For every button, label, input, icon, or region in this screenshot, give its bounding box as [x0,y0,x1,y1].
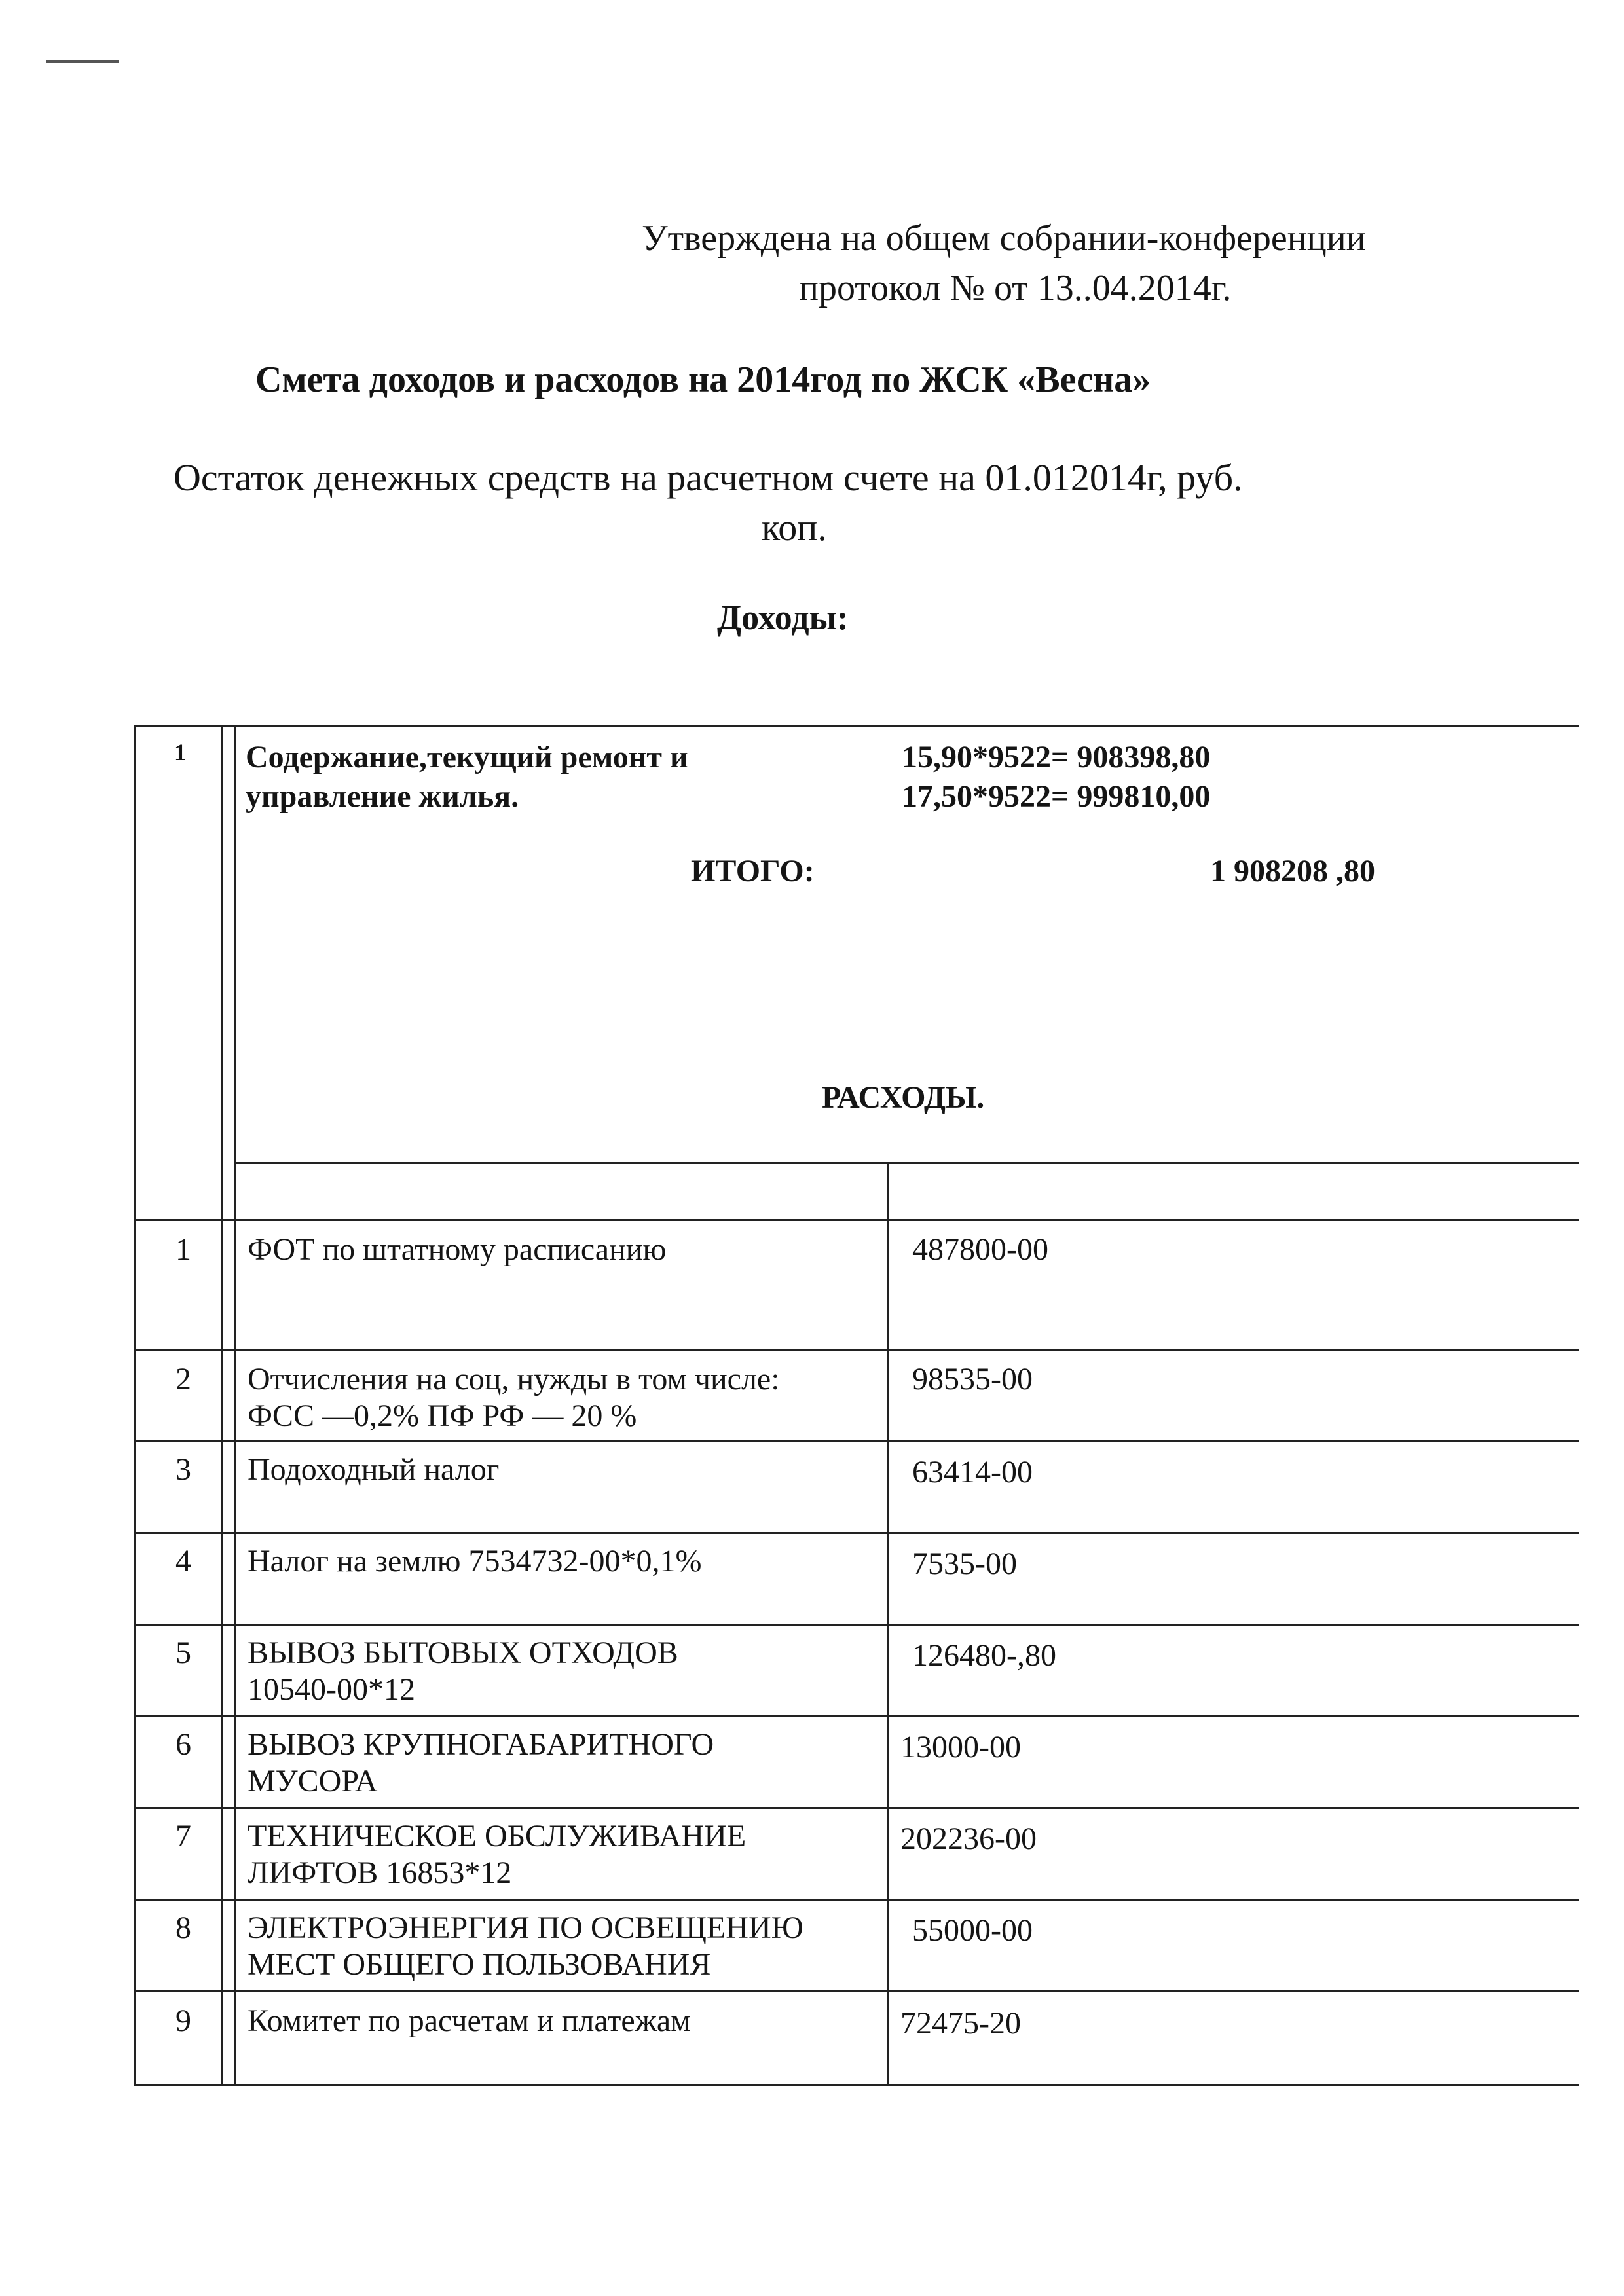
expense-row-number: 7 [175,1819,191,1853]
table-row-line [134,1990,1579,1992]
expense-row-item: Комитет по расчетам и платежам [248,2003,691,2038]
income-row-number: 1 [174,739,186,765]
table-row-line [234,1162,1579,1164]
expense-row-number: 9 [175,2003,191,2038]
expenses-heading: РАСХОДЫ. [822,1080,985,1115]
income-total-label: ИТОГО: [691,854,815,888]
expense-row-item-detail: МУСОРА [248,1764,378,1798]
table-top-border [134,725,1579,727]
table-row-line [134,1715,1579,1717]
scan-mark [46,60,119,63]
expense-row-number: 6 [175,1727,191,1762]
expense-row-item: ВЫВОЗ БЫТОВЫХ ОТХОДОВ [248,1635,678,1670]
expense-row-number: 8 [175,1910,191,1945]
balance-line-2: коп. [762,506,827,549]
expense-row-item-detail: ФСС —0,2% ПФ РФ — 20 % [248,1398,637,1433]
page-title: Смета доходов и расходов на 2014год по ЖСК «Весна» [255,359,1151,400]
table-row-line [134,1624,1579,1626]
table-row-line [134,1807,1579,1809]
income-calc-line-1: 15,90*9522= 908398,80 [902,740,1211,774]
income-description-line-1: Содержание,текущий ремонт и [246,740,688,774]
expense-row-number: 4 [175,1544,191,1578]
income-description-line-2: управление жилья. [246,779,519,814]
expense-row-item-detail: МЕСТ ОБЩЕГО ПОЛЬЗОВАНИЯ [248,1947,711,1982]
expense-row-item: Налог на землю 7534732-00*0,1% [248,1544,702,1578]
expense-row-number: 3 [175,1452,191,1487]
expense-row-item: Подоходный налог [248,1452,500,1487]
expense-row-number: 5 [175,1635,191,1670]
expense-row-amount: 7535-00 [912,1546,1017,1581]
expense-row-amount: 63414-00 [912,1455,1033,1489]
expense-row-item-detail: 10540-00*12 [248,1672,415,1707]
table-row-line [134,1440,1579,1442]
expense-row-item: ФОТ по штатному расписанию [248,1232,667,1267]
income-heading: Доходы: [717,598,849,637]
table-col-divider-b [234,725,236,2085]
expense-row-item: ТЕХНИЧЕСКОЕ ОБСЛУЖИВАНИЕ [248,1819,747,1853]
expense-row-amount: 487800-00 [912,1232,1048,1267]
table-row-line [134,1219,1579,1221]
expense-row-amount: 126480-,80 [912,1638,1056,1673]
approval-line-1: Утверждена на общем собрании-конференции [642,218,1366,259]
expense-row-item-detail: ЛИФТОВ 16853*12 [248,1855,512,1890]
income-total-value: 1 908208 ,80 [1210,854,1375,888]
table-bottom-border [134,2084,1579,2086]
expense-row-item: ЭЛЕКТРОЭНЕРГИЯ ПО ОСВЕЩЕНИЮ [248,1910,803,1945]
expense-row-item: ВЫВОЗ КРУПНОГАБАРИТНОГО [248,1727,714,1762]
expense-row-amount: 13000-00 [900,1730,1021,1764]
expense-row-amount: 55000-00 [912,1913,1033,1948]
expense-row-amount: 202236-00 [900,1821,1037,1856]
table-col-divider-a [221,725,223,2085]
expense-row-number: 1 [175,1232,191,1267]
table-row-line [134,1532,1579,1534]
table-row-line [134,1349,1579,1351]
approval-line-2: протокол № от 13..04.2014г. [799,268,1232,308]
table-row-line [134,1899,1579,1901]
balance-line-1: Остаток денежных средств на расчетном счете на 01.012014г, руб. [174,456,1243,499]
table-left-border [134,725,136,2085]
expense-row-amount: 98535-00 [912,1362,1033,1396]
expense-row-item: Отчисления на соц, нужды в том числе: [248,1362,780,1396]
expense-row-number: 2 [175,1362,191,1396]
expense-row-amount: 72475-20 [900,2006,1021,2041]
income-calc-line-2: 17,50*9522= 999810,00 [902,779,1211,814]
